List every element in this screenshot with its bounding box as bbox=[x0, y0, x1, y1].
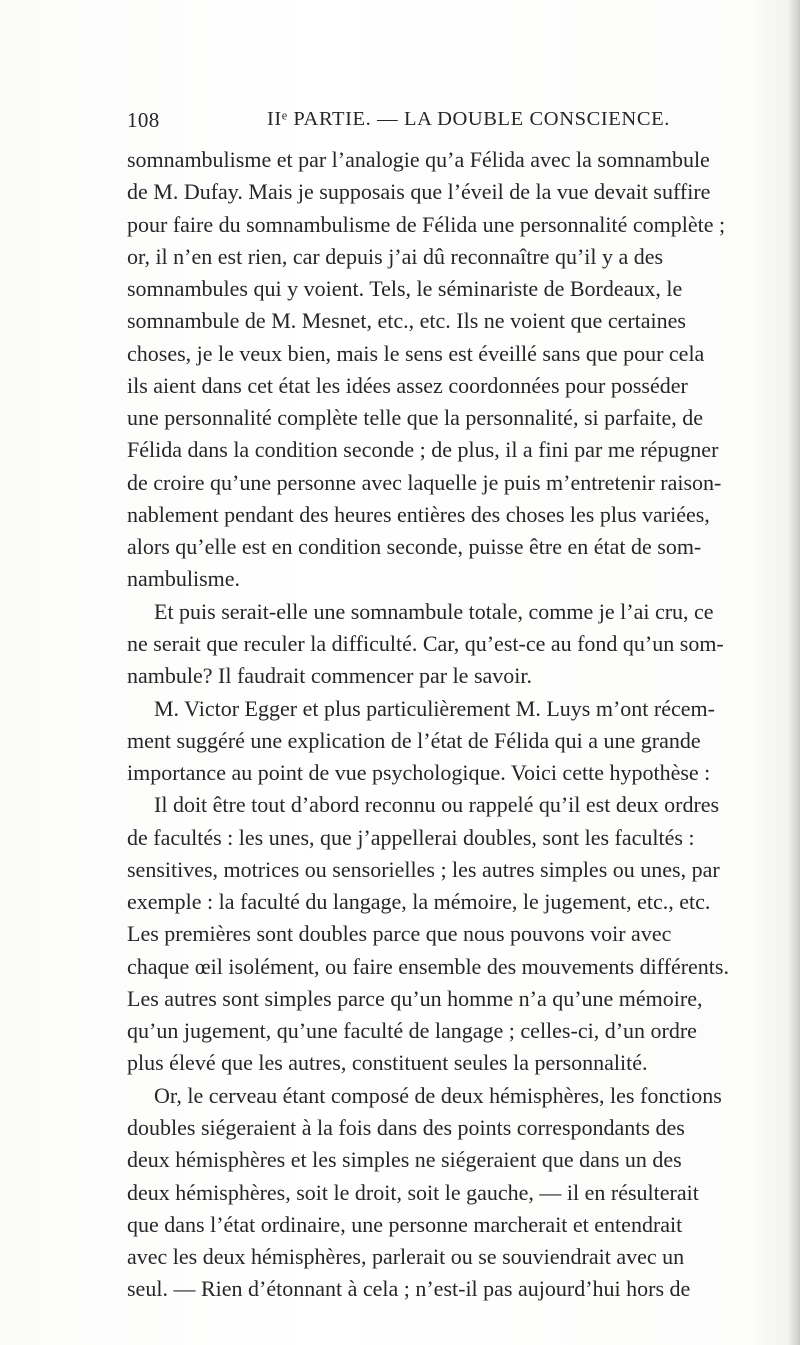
text-line: avec les deux hémisphères, parlerait ou se souviendrait avec un bbox=[127, 1244, 685, 1270]
page-number: 108 bbox=[127, 108, 160, 132]
text-line: somnambules qui y voient. Tels, le séminariste de Bordeaux, le bbox=[127, 276, 683, 302]
text-line: doubles siégeraient à la fois dans des points correspondants des bbox=[127, 1114, 685, 1140]
text-line: Or, le cerveau étant composé de deux hémisphères, les fonctions bbox=[154, 1082, 722, 1108]
text-line: qu’un jugement, qu’une faculté de langage ; celles-ci, d’un ordre bbox=[127, 1018, 697, 1044]
text-line: que dans l’état ordinaire, une personne marcherait et entendrait bbox=[127, 1211, 683, 1237]
text-line: de facultés : les unes, que j’appellerai doubles, sont les facultés : bbox=[127, 824, 695, 850]
body-text bbox=[127, 144, 729, 1306]
page-edge-shadow bbox=[788, 0, 800, 1345]
text-line: Et puis serait-elle une somnambule totale, comme je l’ai cru, ce bbox=[154, 598, 714, 624]
text-line: Félida dans la condition seconde ; de plus, il a fini par me répugner bbox=[127, 437, 719, 463]
text-line: plus élevé que les autres, constituent seules la personnalité. bbox=[127, 1050, 648, 1076]
text-line: somnambule de M. Mesnet, etc., etc. Ils ne voient que certaines bbox=[127, 308, 686, 334]
page-header bbox=[127, 106, 670, 136]
text-line: de M. Dufay. Mais je supposais que l’éveil de la vue devait suffire bbox=[127, 179, 711, 205]
text-line: Les autres sont simples parce qu’un homme n’a qu’une mémoire, bbox=[127, 985, 703, 1011]
text-line: M. Victor Egger et plus particulièrement M. Luys m’ont récem- bbox=[154, 695, 715, 721]
text-line: or, il n’en est rien, car depuis j’ai dû reconnaître qu’il y a des bbox=[127, 243, 664, 269]
text-line: nablement pendant des heures entières des choses les plus variées, bbox=[127, 501, 710, 527]
text-line: importance au point de vue psychologique. Voici cette hypothèse : bbox=[127, 760, 711, 786]
text-line: pour faire du somnambulisme de Félida une personnalité complète ; bbox=[127, 211, 726, 237]
text-line: somnambulisme et par l’analogie qu’a Félida avec la somnambule bbox=[127, 147, 710, 172]
text-line: de croire qu’une personne avec laquelle je puis m’entretenir raison- bbox=[127, 469, 722, 495]
text-line: ne serait que reculer la difficulté. Car, qu’est-ce au fond qu’un som- bbox=[127, 630, 724, 656]
text-line: Il doit être tout d’abord reconnu ou rappelé qu’il est deux ordres bbox=[154, 792, 720, 818]
text-line: ils aient dans cet état les idées assez coordonnées pour posséder bbox=[127, 372, 688, 398]
text-line: alors qu’elle est en condition seconde, puisse être en état de som- bbox=[127, 534, 702, 560]
text-line: deux hémisphères, soit le droit, soit le gauche, — il en résulterait bbox=[127, 1179, 699, 1205]
text-line: deux hémisphères et les simples ne siégeraient que dans un des bbox=[127, 1147, 682, 1173]
text-line: Les premières sont doubles parce que nous pouvons voir avec bbox=[127, 921, 672, 947]
running-head: IIᵉ PARTIE. — LA DOUBLE CONSCIENCE. bbox=[267, 108, 670, 130]
text-line: nambule? Il faudrait commencer par le savoir. bbox=[127, 663, 532, 689]
text-line: seul. — Rien d’étonnant à cela ; n’est-il pas aujourd’hui hors de bbox=[127, 1276, 691, 1302]
text-line: ment suggéré une explication de l’état de Félida qui a une grande bbox=[127, 727, 701, 753]
text-line: exemple : la faculté du langage, la mémoire, le jugement, etc., etc. bbox=[127, 889, 711, 915]
text-line: une personnalité complète telle que la personnalité, si parfaite, de bbox=[127, 405, 704, 431]
text-line: nambulisme. bbox=[127, 566, 241, 592]
text-line: sensitives, motrices ou sensorielles ; les autres simples ou unes, par bbox=[127, 856, 720, 882]
text-line: choses, je le veux bien, mais le sens est éveillé sans que pour cela bbox=[127, 340, 705, 366]
text-line: chaque œil isolément, ou faire ensemble des mouvements différents. bbox=[127, 953, 729, 979]
